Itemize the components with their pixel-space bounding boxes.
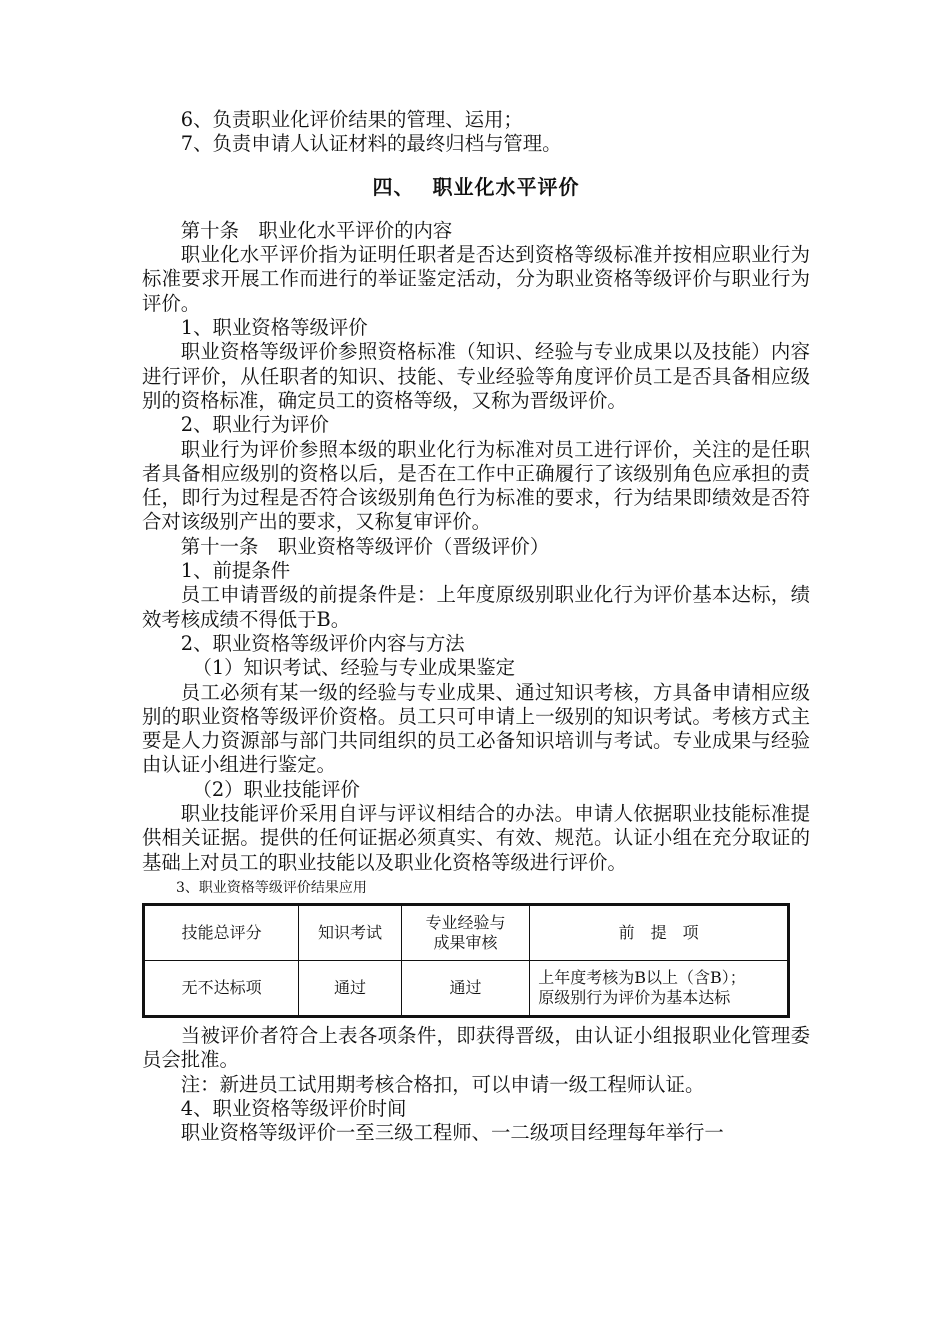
- cell-line: 原级别行为评价为基本达标: [538, 987, 731, 1007]
- note: 注：新进员工试用期考核合格扣，可以申请一级工程师认证。: [180, 1072, 705, 1096]
- subheading: 2、职业行为评价: [180, 413, 329, 437]
- table-header-cell: 知识考试: [299, 904, 402, 960]
- document-page: [142, 108, 810, 1145]
- duty-item-7: 7、负责申请人认证材料的最终归档与管理。: [180, 132, 562, 156]
- cell-line: 上年度考核为B以上（含B）；: [538, 967, 746, 987]
- table-caption: 3、职业资格等级评价结果应用: [176, 879, 367, 896]
- paragraph: 职业技能评价采用自评与评议相结合的办法。申请人依据职业技能标准提供相关证据。提供的任何证据必须真实、有效、规范。认证小组在充分取证的基础上对员工的职业技能以及职业化资格等级进行评价。: [142, 802, 810, 874]
- table-header-cell: 技能总评分: [144, 904, 299, 960]
- table-header-row: [144, 904, 789, 960]
- article-11-title: 第十一条 职业资格等级评价（晋级评价）: [180, 534, 550, 558]
- result-table: [142, 903, 790, 1018]
- section-title: 职业化水平评价: [432, 174, 580, 199]
- table-cell: 通过: [299, 960, 402, 1016]
- subheading: （1）知识考试、经验与专业成果鉴定: [192, 656, 516, 680]
- table-cell: 无不达标项: [144, 960, 299, 1016]
- table-cell: 通过: [401, 960, 529, 1016]
- paragraph: 员工申请晋级的前提条件是：上年度原级别职业化行为评价基本达标，绩效考核成绩不得低于B。: [142, 583, 810, 631]
- table-cell: [530, 960, 789, 1016]
- subheading: 4、职业资格等级评价时间: [180, 1096, 407, 1120]
- header-line: 专业经验与: [425, 912, 506, 932]
- subheading: 1、职业资格等级评价: [180, 316, 368, 340]
- paragraph: 员工必须有某一级的经验与专业成果、通过知识考核，方具备申请相应级别的职业资格等级评价资格。员工只可申请上一级别的知识考试。考核方式主要是人力资源部与部门共同组织的员工必备知识培训与考试。专业成果与经验由认证小组进行鉴定。: [142, 680, 810, 777]
- paragraph: 职业化水平评价指为证明任职者是否达到资格等级标准并按相应职业行为标准要求开展工作而进行的举证鉴定活动，分为职业资格等级评价与职业行为评价。: [142, 243, 810, 315]
- duty-item-6: 6、负责职业化评价结果的管理、运用；: [180, 108, 523, 131]
- subheading: （2）职业技能评价: [192, 777, 360, 801]
- article-10-title: 第十条 职业化水平评价的内容: [180, 218, 453, 242]
- subheading: 1、前提条件: [180, 559, 291, 583]
- table-header-cell: [401, 904, 529, 960]
- table-header-cell: 前 提 项: [530, 904, 789, 960]
- paragraph: 职业行为评价参照本级的职业化行为标准对员工进行评价，关注的是任职者具备相应级别的资格以后，是否在工作中正确履行了该级别角色应承担的责任，即行为过程是否符合该级别角色行为标准的要求，行为结果即绩效是否符合对该级别产出的要求，又称复审评价。: [142, 437, 810, 534]
- section-heading: [142, 175, 810, 199]
- table-row: [144, 960, 789, 1016]
- section-number: 四、: [372, 174, 415, 199]
- header-line: 成果审核: [433, 932, 498, 952]
- paragraph: 职业资格等级评价参照资格标准（知识、经验与专业成果以及技能）内容进行评价，从任职者的知识、技能、专业经验等角度评价员工是否具备相应级别的资格标准，确定员工的资格等级，又称为晋级评价。: [142, 340, 810, 412]
- paragraph: 当被评价者符合上表各项条件，即获得晋级，由认证小组报职业化管理委员会批准。: [142, 1023, 810, 1072]
- paragraph: 职业资格等级评价一至三级工程师、一二级项目经理每年举行一: [180, 1121, 724, 1145]
- subheading: 2、职业资格等级评价内容与方法: [180, 631, 465, 655]
